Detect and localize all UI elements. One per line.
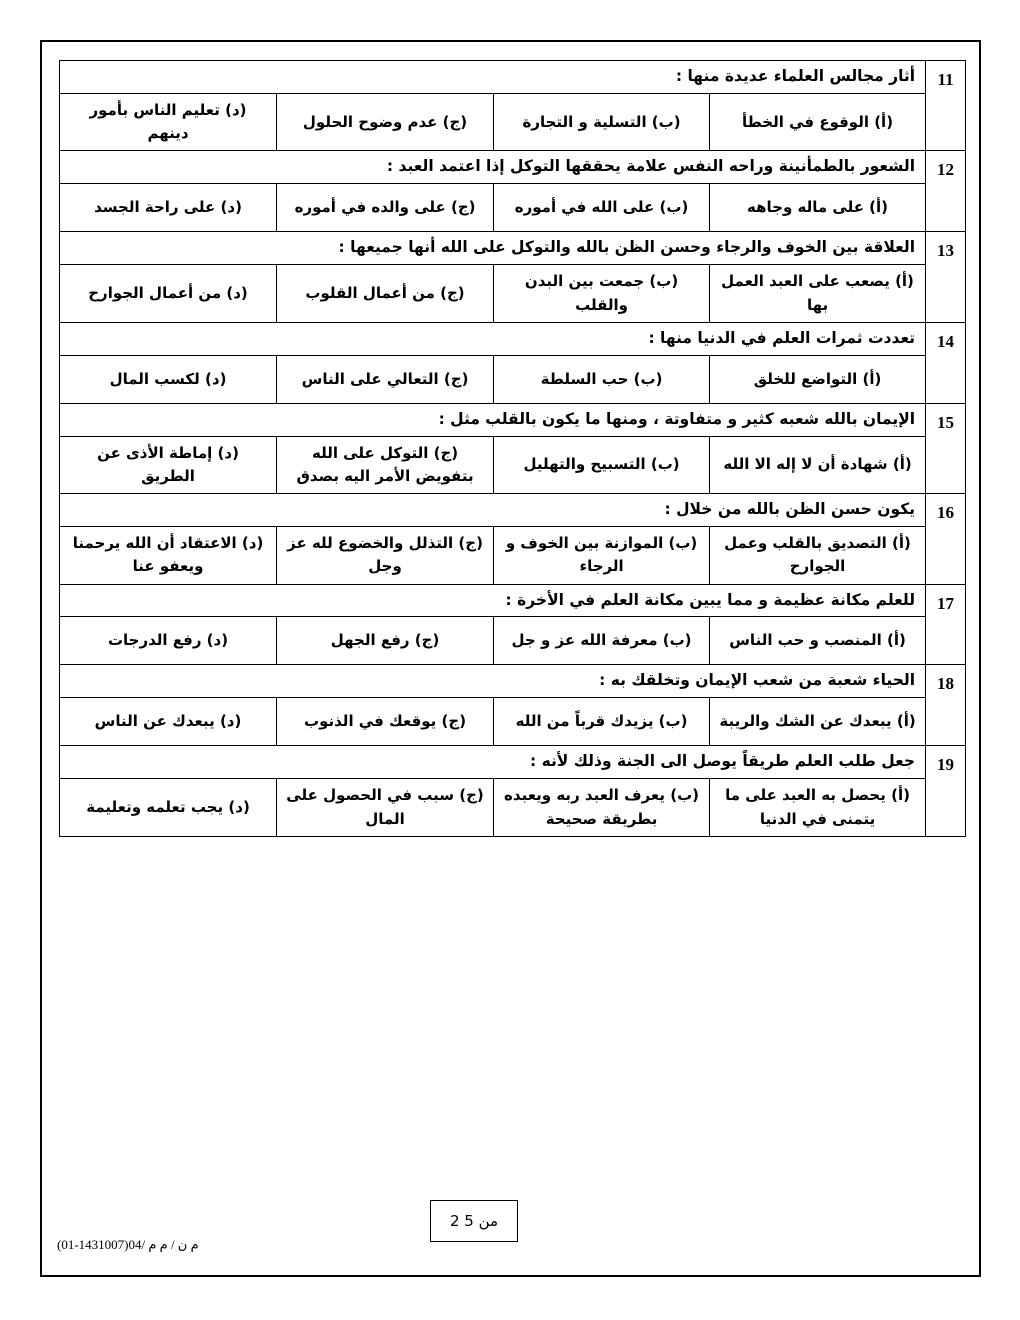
options-row: [60, 436, 966, 494]
question-number: 18: [926, 665, 966, 746]
question-number: 17: [926, 584, 966, 665]
option-c: (ج) يوقعك في الذنوب: [277, 698, 494, 746]
option-c: (ج) التذلل والخضوع لله عز وجل: [277, 527, 494, 585]
options-row: [60, 93, 966, 151]
question-row: [60, 584, 966, 617]
question-row: [60, 61, 966, 94]
option-c: (ج) التعالي على الناس: [277, 355, 494, 403]
option-a: (أ) الوقوع في الخطأ: [710, 93, 926, 151]
option-c: (ج) على والده في أموره: [277, 184, 494, 232]
question-number: 13: [926, 232, 966, 322]
option-d: (د) على راحة الجسد: [60, 184, 277, 232]
question-text: أثار مجالس العلماء عديدة منها :: [60, 61, 926, 94]
page-number-box: [430, 1200, 518, 1242]
document-code: (01-1431007)04/ م م / ن م: [57, 1237, 199, 1252]
option-d: (د) رفع الدرجات: [60, 617, 277, 665]
question-row: [60, 232, 966, 265]
options-row: [60, 184, 966, 232]
option-d: (د) لكسب المال: [60, 355, 277, 403]
question-row: [60, 151, 966, 184]
option-d: (د) من أعمال الجوارح: [60, 265, 277, 323]
option-b: (ب) جمعت بين البدن والقلب: [494, 265, 710, 323]
question-number: 16: [926, 494, 966, 584]
option-d: (د) يجب تعلمه وتعليمة: [60, 779, 277, 837]
option-d: (د) إماطة الأذى عن الطريق: [60, 436, 277, 494]
options-row: [60, 617, 966, 665]
option-d: (د) يبعدك عن الناس: [60, 698, 277, 746]
question-number: 19: [926, 746, 966, 836]
question-text: الحياء شعبة من شعب الإيمان وتخلقك به :: [60, 665, 926, 698]
option-a: (أ) يبعدك عن الشك والريبة: [710, 698, 926, 746]
option-b: (ب) يزيدك قرباً من الله: [494, 698, 710, 746]
option-c: (ج) عدم وضوح الحلول: [277, 93, 494, 151]
question-text: للعلم مكانة عظيمة و مما يبين مكانة العلم في الأخرة :: [60, 584, 926, 617]
question-number: 15: [926, 403, 966, 493]
page-border: [40, 40, 981, 1277]
options-row: [60, 265, 966, 323]
options-row: [60, 355, 966, 403]
option-b: (ب) التسلية و التجارة: [494, 93, 710, 151]
question-number: 12: [926, 151, 966, 232]
option-a: (أ) المنصب و حب الناس: [710, 617, 926, 665]
option-a: (أ) على ماله وجاهه: [710, 184, 926, 232]
option-c: (ج) من أعمال القلوب: [277, 265, 494, 323]
questions-table: [59, 60, 966, 837]
question-row: [60, 322, 966, 355]
question-number: 11: [926, 61, 966, 151]
question-text: تعددت ثمرات العلم في الدنيا منها :: [60, 322, 926, 355]
option-a: (أ) التواضع للخلق: [710, 355, 926, 403]
option-b: (ب) الموازنة بين الخوف و الرجاء: [494, 527, 710, 585]
option-c: (ج) رفع الجهل: [277, 617, 494, 665]
option-b: (ب) يعرف العبد ربه ويعبده بطريقة صحيحة: [494, 779, 710, 837]
option-a: (أ) شهادة أن لا إله الا الله: [710, 436, 926, 494]
question-text: الشعور بالطمأنينة وراحه النفس علامة يحققها التوكل إذا اعتمد العبد :: [60, 151, 926, 184]
question-row: [60, 746, 966, 779]
option-d: (د) تعليم الناس بأمور دينهم: [60, 93, 277, 151]
question-text: الإيمان بالله شعبه كثير و متفاوتة ، ومنها ما يكون بالقلب مثل :: [60, 403, 926, 436]
option-b: (ب) على الله في أموره: [494, 184, 710, 232]
option-b: (ب) حب السلطة: [494, 355, 710, 403]
option-d: (د) الاعتقاد أن الله يرحمنا ويعفو عنا: [60, 527, 277, 585]
question-row: [60, 403, 966, 436]
question-row: [60, 494, 966, 527]
option-c: (ج) التوكل على الله بتفويض الأمر اليه بصدق: [277, 436, 494, 494]
option-b: (ب) التسبيح والتهليل: [494, 436, 710, 494]
question-number: 14: [926, 322, 966, 403]
option-a: (أ) يحصل به العبد على ما يتمنى في الدنيا: [710, 779, 926, 837]
options-row: [60, 698, 966, 746]
question-text: جعل طلب العلم طريقاً يوصل الى الجنة وذلك لأنه :: [60, 746, 926, 779]
option-a: (أ) يصعب على العبد العمل بها: [710, 265, 926, 323]
question-text: العلاقة بين الخوف والرجاء وحسن الظن بالله والتوكل على الله أنها جميعها :: [60, 232, 926, 265]
options-row: [60, 527, 966, 585]
option-c: (ج) سبب في الحصول على المال: [277, 779, 494, 837]
page-number-label: 2 من 5: [449, 1212, 499, 1230]
options-row: [60, 779, 966, 837]
question-text: يكون حسن الظن بالله من خلال :: [60, 494, 926, 527]
option-b: (ب) معرفة الله عز و جل: [494, 617, 710, 665]
question-row: [60, 665, 966, 698]
option-a: (أ) التصديق بالقلب وعمل الجوارح: [710, 527, 926, 585]
